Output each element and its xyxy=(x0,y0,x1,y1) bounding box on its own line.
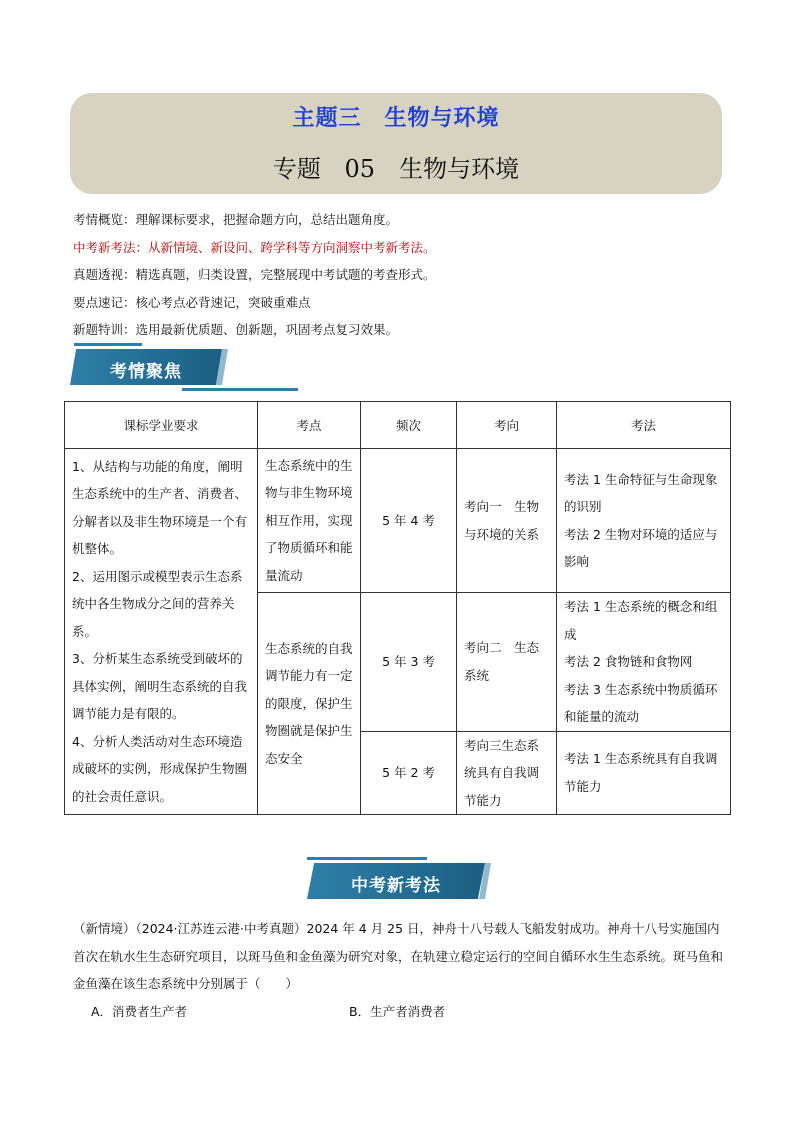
subtopic-title: 专题 05 生物与环境 xyxy=(272,155,520,183)
frequency-cell: 5 年 2 考 xyxy=(361,731,457,815)
intro-line: 考情概览：理解课标要求，把握命题方向，总结出题角度。 xyxy=(73,212,399,227)
direction-cell: 考向一 生物与环境的关系 xyxy=(457,449,557,593)
table-header: 考点 xyxy=(258,402,361,449)
knowledge-point-cell: 生态系统的自我调节能力有一定的限度，保护生物圈就是保护生态安全 xyxy=(258,593,361,815)
frequency-cell: 5 年 3 考 xyxy=(361,593,457,732)
option-b[interactable]: B．生产者消费者 xyxy=(349,1003,446,1019)
section-heading-focus xyxy=(70,349,222,385)
table-header: 考法 xyxy=(557,402,731,449)
table-header-row xyxy=(65,402,731,449)
table-row xyxy=(65,449,731,593)
frequency-cell: 5 年 4 考 xyxy=(361,449,457,593)
table-header: 频次 xyxy=(361,402,457,449)
intro-line: 新题特训：选用最新优质题、创新题，巩固考点复习效果。 xyxy=(73,322,399,337)
question-block xyxy=(73,915,723,1025)
table-header: 考向 xyxy=(457,402,557,449)
option-a[interactable]: A．消费者生产者 xyxy=(91,1003,188,1019)
title-banner xyxy=(70,93,722,194)
requirements-cell: 1、从结构与功能的角度，阐明生态系统中的生产者、消费者、分解者以及非生物环境是一个有机整体。 2、运用图示或模型表示生态系统中各生物成分之间的营养关系。 3、分析某生态系统受到破坏的具体实例，阐明生态系统的自我调节能力是有限的。 4、分析人类活动对生态环境造成破坏的实例，形成保护生物圈的社会责任意识。 xyxy=(65,449,258,815)
intro-line: 真题透视：精选真题，归类设置，完整展现中考试题的考查形式。 xyxy=(73,267,436,282)
table-header: 课标学业要求 xyxy=(65,402,258,449)
section-heading-label: 考情聚焦 xyxy=(110,362,182,382)
topic-title: 主题三 生物与环境 xyxy=(292,106,500,131)
intro-block xyxy=(73,206,436,344)
direction-cell: 考向三生态系统具有自我调节能力 xyxy=(457,731,557,815)
direction-cell: 考向二 生态系统 xyxy=(457,593,557,732)
section-heading-new-methods xyxy=(307,863,485,899)
question-stem: （新情境）（2024·江苏连云港·中考真题）2024 年 4 月 25 日，神舟十八号载人飞船发射成功。神舟十八号实施国内首次在轨水生生态研究项目，以斑马鱼和金鱼藻为研究对象，在轨建立稳定运行的空间自循环水生生态系统。斑马鱼和金鱼藻在该生态系统中分别属于（ ） xyxy=(73,921,724,991)
intro-line-highlight: 中考新考法：从新情境、新设问、跨学科等方向洞察中考新考法。 xyxy=(73,239,436,255)
knowledge-point-cell: 生态系统中的生物与非生物环境相互作用，实现了物质循环和能量流动 xyxy=(258,449,361,593)
method-cell: 考法 1 生命特征与生命现象的识别 考法 2 生物对环境的适应与影响 xyxy=(557,449,731,593)
exam-focus-table xyxy=(64,401,731,815)
section-heading-label: 中考新考法 xyxy=(351,876,441,896)
method-cell: 考法 1 生态系统的概念和组成 考法 2 食物链和食物网 考法 3 生态系统中物质循环和能量的流动 xyxy=(557,593,731,732)
intro-line: 要点速记：核心考点必背速记，突破重难点 xyxy=(73,294,311,310)
method-cell: 考法 1 生态系统具有自我调节能力 xyxy=(557,731,731,815)
